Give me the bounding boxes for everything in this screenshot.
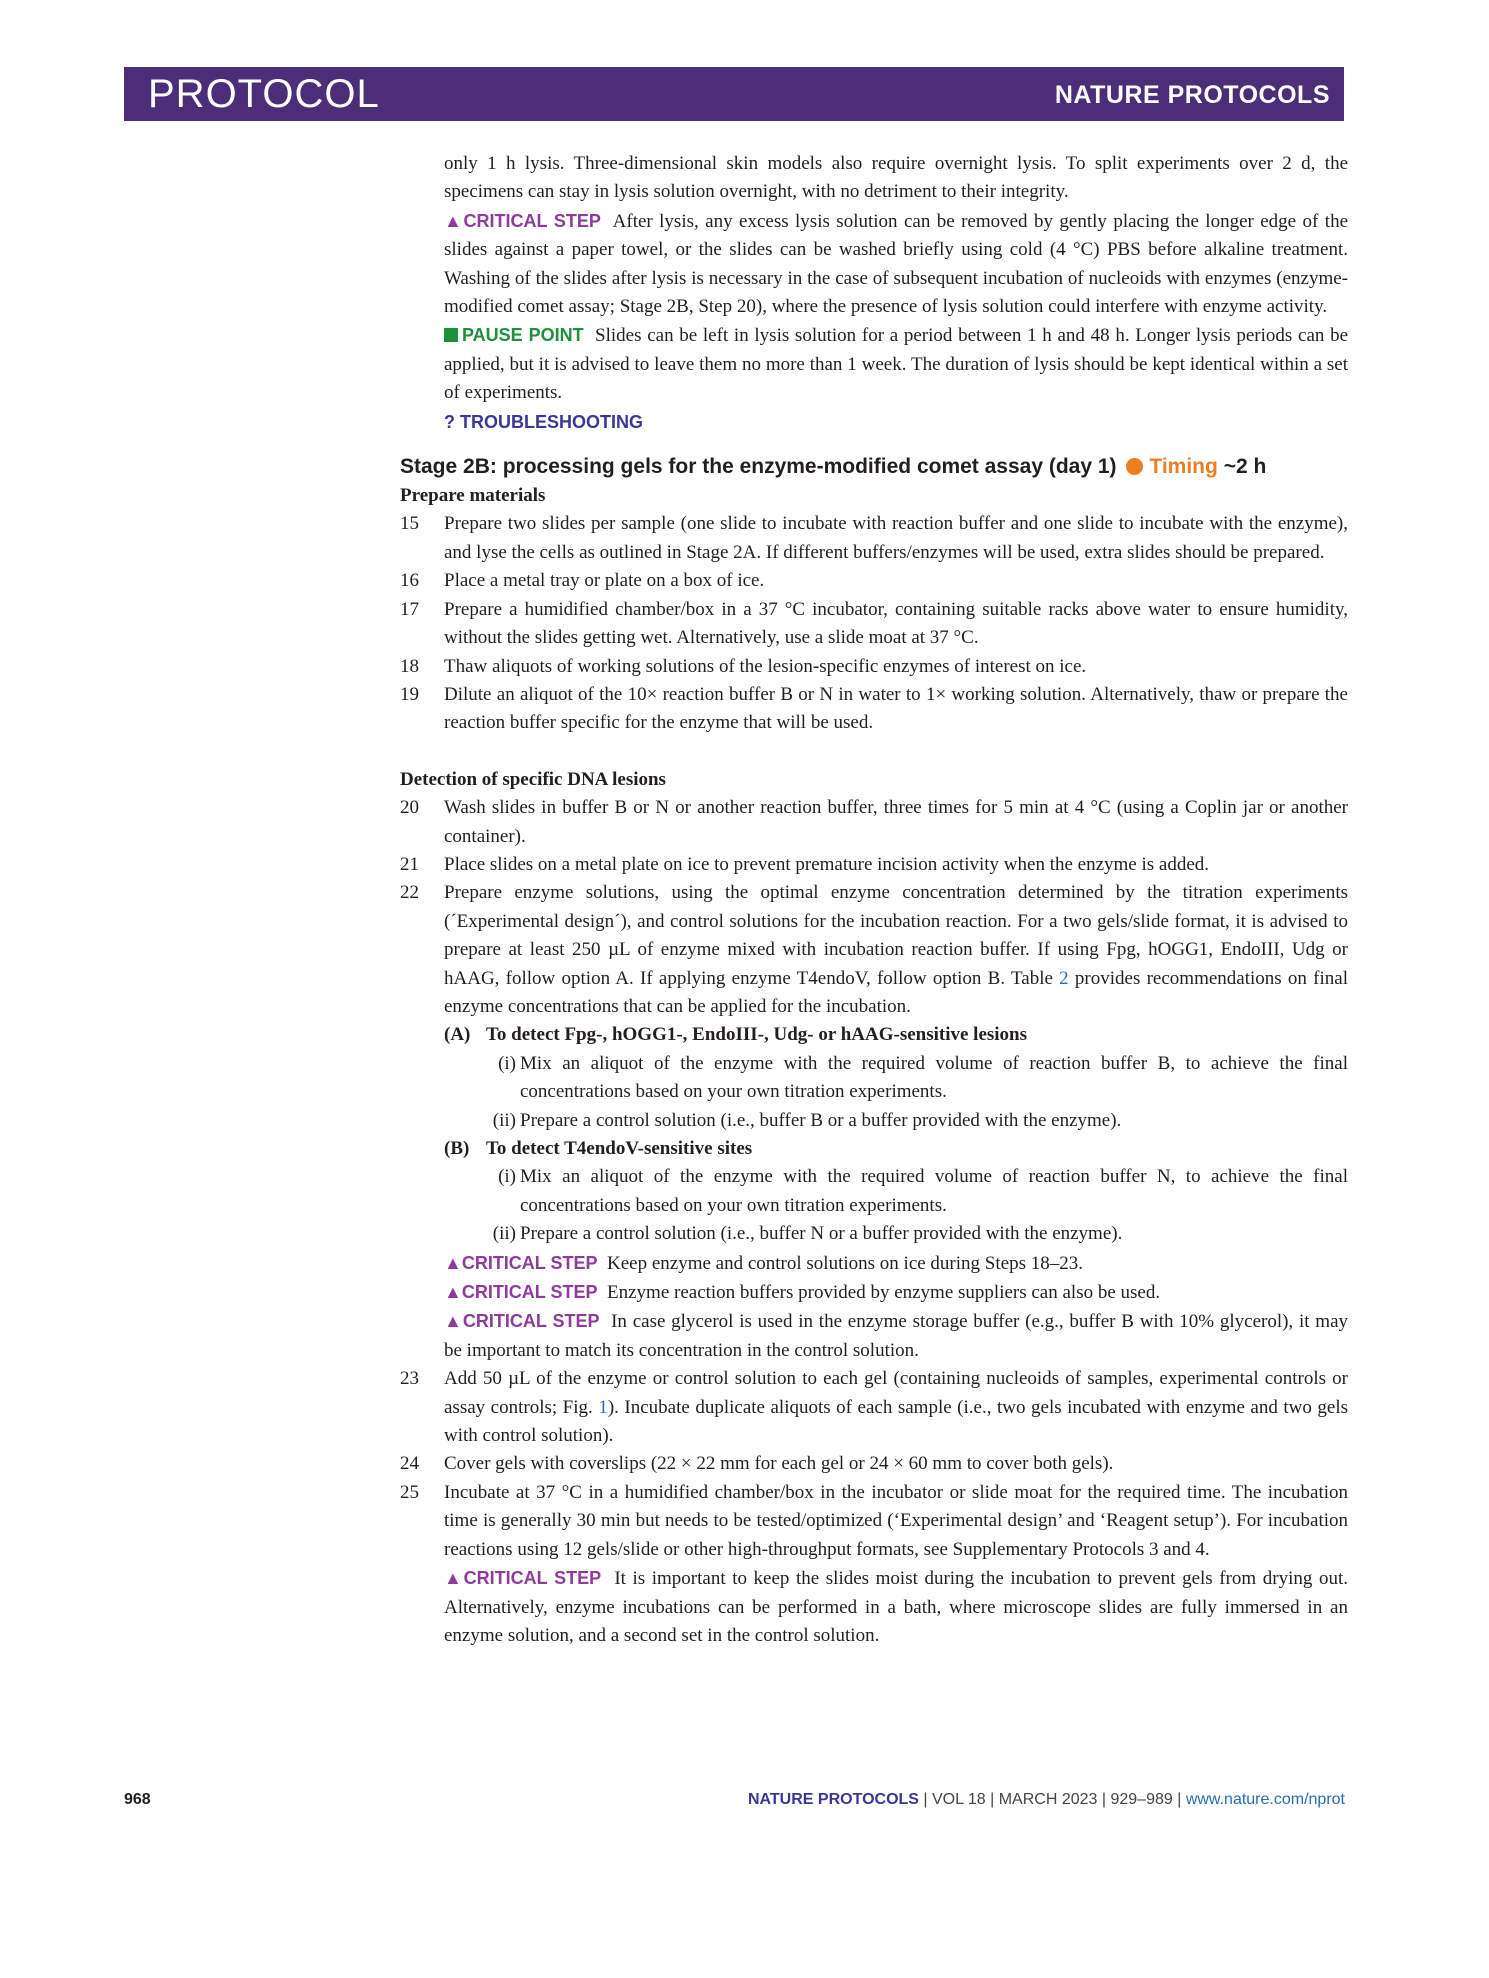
spacer [400,738,1348,766]
footer-date: MARCH 2023 [998,1791,1098,1808]
step-number: 21 [400,853,419,875]
step-text-cont: provides recommendations on final enzyme concentrations that can be applied for the incubation. [444,967,1348,1017]
pause-square-icon [444,328,458,342]
step-number: 19 [400,683,419,705]
step-text: Prepare enzyme solutions, using the optimal enzyme concentration determined by the titration experiments (´Experimental design´), and control solutions for the incubation reaction. For a two gels/slide format, it is advised to prepare at least 250 µL of enzyme mixed with incubation reaction buffer. If using Fpg, hOGG1, EndoIII, Udg or hAAG, follow option A. If applying enzyme T4endoV, follow option B. Table [444,882,1348,989]
figure-1-link[interactable]: 1 [598,1396,608,1418]
substep-text: Mix an aliquot of the enzyme with the required volume of reaction buffer N, to achieve the final concentrations based on your own titration experiments. [520,1166,1348,1216]
stage-heading [400,452,1348,482]
option-a-i [400,1050,1348,1107]
footer-volume: VOL 18 [932,1791,986,1808]
page-number: 968 [124,1791,151,1808]
footer-separator: | [918,1791,932,1808]
troubleshooting-link[interactable] [400,408,1348,437]
step-text: Place slides on a metal plate on ice to prevent premature incision activity when the enzyme is added. [444,853,1210,875]
step-number: 22 [400,882,419,904]
step-number: 20 [400,797,419,819]
step-number: 23 [400,1368,419,1390]
option-label: (A) [444,1024,471,1046]
footer-citation [748,1791,1345,1809]
step-number: 17 [400,598,419,620]
detection-heading: Detection of specific DNA lesions [400,768,666,790]
pause-point-text: Slides can be left in lysis solution for a period between 1 h and 48 h. Longer lysis periods can be applied, but it is advised to leave them no more than 1 week. The duration of lysis should be kept identical within a set of experiments. [444,325,1349,404]
substep-label: (i) [498,1052,516,1074]
pause-point-note [400,321,1348,407]
step-23 [400,1365,1348,1450]
critical-step-text: Enzyme reaction buffers provided by enzyme suppliers can also be used. [607,1282,1161,1304]
footer-journal: NATURE PROTOCOLS [747,1791,919,1808]
step-22 [400,879,1348,1021]
option-label: (B) [444,1138,470,1159]
step-text: Place a metal tray or plate on a box of ice. [444,570,765,592]
footer-separator: | [1097,1791,1111,1808]
critical-step-text: Keep enzyme and control solutions on ice during Steps 18–23. [607,1252,1083,1274]
option-b-i [400,1163,1348,1220]
substep-label: (ii) [492,1109,516,1131]
continued-paragraph: only 1 h lysis. Three-dimensional skin models also require overnight lysis. To split experiments over 2 d, the specimens can stay in lysis solution overnight, with no detriment to their integrity. [444,153,1348,203]
critical-step-note [400,1249,1348,1278]
step-19 [400,681,1348,738]
step-18 [400,653,1348,681]
footer-separator: | [1172,1791,1186,1808]
pause-point-label: PAUSE POINT [462,325,584,346]
step-number: 15 [400,513,419,535]
critical-step-note [400,1564,1348,1650]
step-text: Incubate at 37 °C in a humidified chamber/box in the incubator or slide moat for the required time. The incubation time is generally 30 min but needs to be tested/optimized (‘Experimental design’ and ‘Reagent setup’). For incubation reactions using 12 gels/slide or other high-throughput formats, see Supplementary Protocols 3 and 4. [444,1481,1348,1560]
substep-text: Prepare a control solution (i.e., buffer N or a buffer provided with the enzyme). [520,1223,1123,1245]
option-title: To detect T4endoV-sensitive sites [486,1138,753,1159]
critical-step-label: ▲CRITICAL STEP [444,1252,598,1273]
step-21 [400,851,1348,879]
step-number: 16 [400,570,419,592]
table-2-link[interactable]: 2 [1059,967,1069,989]
critical-step-label: ▲CRITICAL STEP [444,1282,598,1303]
option-a-heading [400,1021,1348,1049]
step-16 [400,567,1348,595]
critical-step-note [400,207,1348,322]
step-24 [400,1450,1348,1478]
footer-url-link[interactable]: www.nature.com/nprot [1185,1791,1345,1808]
critical-step-note [400,1307,1348,1365]
step-text: Wash slides in buffer B or N or another reaction buffer, three times for 5 min at 4 °C (using a Coplin jar or another container). [444,797,1348,847]
critical-step-text: After lysis, any excess lysis solution can be removed by gently placing the longer edge of the slides against a paper towel, or the slides can be washed briefly using cold (4 °C) PBS before alkaline treatment. Washing of the slides after lysis is necessary in the case of subsequent incubation of nucleoids with enzymes (enzyme-modified comet assay; Stage 2B, Step 20), where the presence of lysis solution could interfere with enzyme activity. [444,210,1349,318]
step-text: Thaw aliquots of working solutions of the lesion-specific enzymes of interest on ice. [444,655,1087,677]
substep-text: Prepare a control solution (i.e., buffer B or a buffer provided with the enzyme). [520,1109,1122,1131]
step-number: 24 [400,1453,419,1475]
timing-value: ~2 h [1223,455,1267,479]
substep-label: (i) [498,1166,516,1188]
stage-title: Stage 2B: processing gels for the enzyme-modified comet assay (day 1) [400,455,1117,479]
prepare-materials-heading: Prepare materials [400,485,546,507]
option-a-ii [400,1107,1348,1135]
option-b-ii [400,1220,1348,1248]
step-17 [400,596,1348,653]
critical-step-text: In case glycerol is used in the enzyme storage buffer (e.g., buffer B with 10% glycerol), it may be important to match its concentration in the control solution. [444,1311,1348,1361]
step-15 [400,510,1348,567]
step-25 [400,1479,1348,1564]
footer-pages: 929–989 [1110,1791,1173,1808]
step-text: Cover gels with coverslips (22 × 22 mm for each gel or 24 × 60 mm to cover both gels). [444,1453,1114,1475]
timing-dot-icon [1126,458,1143,475]
step-text: Dilute an aliquot of the 10× reaction buffer B or N in water to 1× working solution. Alternatively, thaw or prepare the reaction buffer specific for the enzyme that will be used. [444,683,1348,734]
step-text: Add 50 µL of the enzyme or control solution to each gel (containing nucleoids of samples, experimental controls or assay controls; Fig. [444,1368,1348,1418]
option-b-heading [400,1135,1348,1163]
step-text-cont: ). Incubate duplicate aliquots of each sample (i.e., two gels incubated with enzyme and two gels with control solution). [444,1396,1348,1447]
critical-step-note [400,1278,1348,1307]
header-bar [124,67,1344,121]
step-number: 18 [400,655,419,677]
step-20 [400,794,1348,851]
timing-label: Timing [1149,455,1218,479]
critical-step-label: ▲CRITICAL STEP [444,1311,600,1332]
step-text: Prepare two slides per sample (one slide to incubate with reaction buffer and one slide to incubate with the enzyme), and lyse the cells as outlined in Stage 2A. If different buffers/enzymes will be used, extra slides should be prepared. [444,513,1348,563]
footer-separator: | [985,1791,999,1808]
critical-step-text: It is important to keep the slides moist during the incubation to prevent gels from drying out. Alternatively, enzyme incubations can be performed in a bath, where microscope slides are fully immersed in an enzyme solution, and a second set in the control solution. [444,1568,1349,1646]
page-content [400,150,1348,1650]
substep-text: Mix an aliquot of the enzyme with the required volume of reaction buffer B, to achieve the final concentrations based on your own titration experiments. [520,1052,1348,1103]
troubleshooting-label: ? TROUBLESHOOTING [444,411,643,432]
section-label: PROTOCOL [148,72,380,116]
step-text: Prepare a humidified chamber/box in a 37 °C incubator, containing suitable racks above water to ensure humidity, without the slides getting wet. Alternatively, use a slide moat at 37 °C. [444,598,1348,649]
critical-step-label: ▲CRITICAL STEP [444,210,601,231]
journal-label: NATURE PROTOCOLS [1054,81,1330,109]
step-number: 25 [400,1481,419,1503]
option-title: To detect Fpg-, hOGG1-, EndoIII-, Udg- or hAAG-sensitive lesions [486,1024,1028,1046]
substep-label: (ii) [492,1223,516,1245]
critical-step-label: ▲CRITICAL STEP [444,1568,602,1589]
